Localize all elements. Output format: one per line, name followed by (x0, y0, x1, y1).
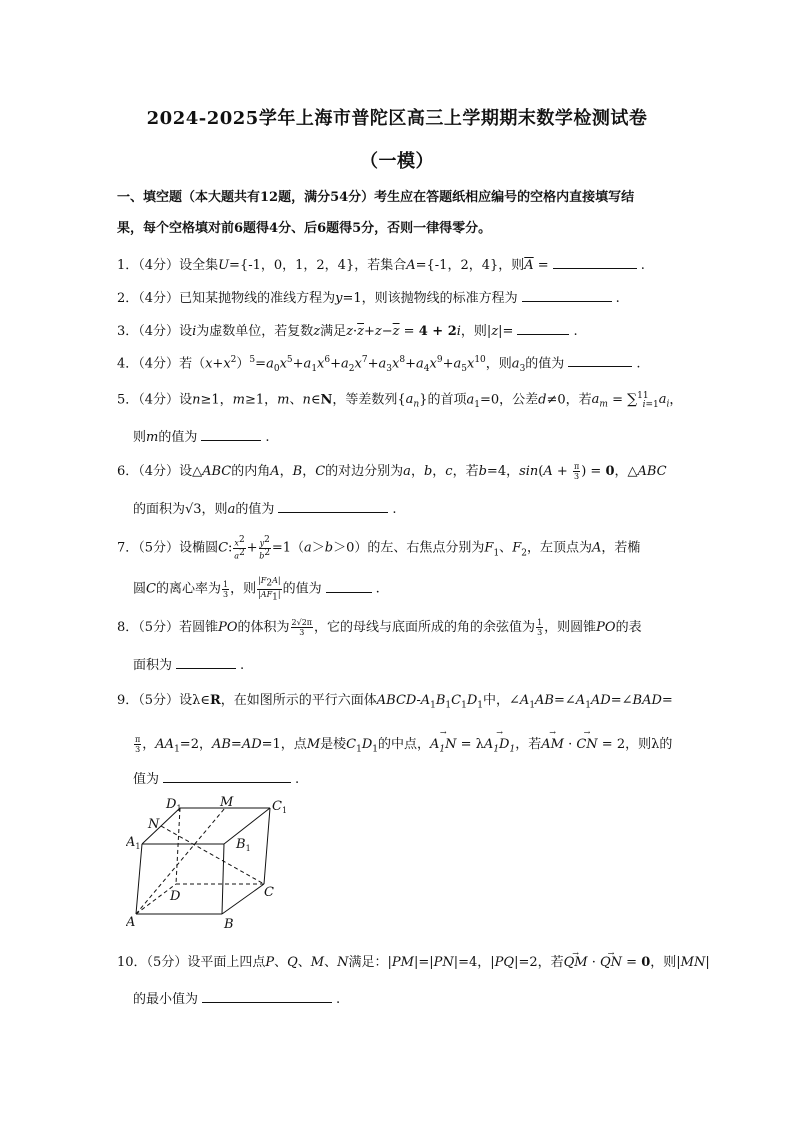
label-c1: $C_1$ (272, 799, 288, 815)
edge-b1-c1 (224, 808, 270, 844)
label-m: M (220, 796, 234, 810)
answer-blank-9[interactable] (163, 770, 291, 783)
label-c: C (264, 885, 274, 900)
section-heading (117, 182, 677, 244)
question-10: 10．（5分）设平面上四点P、Q、M、N满足：|PM|=|PN|=4，|PQ|=2，若→ QM · → QN = 0，则|MN| (117, 954, 682, 971)
question-6: 6．（4分）设△ABC的内角A，B，C的对边分别为a，b，c，若b=4，sin(A + $\frac{\pi}{3}$ ) = 0，△ABC (117, 462, 667, 481)
question-9: 9．（5分）设λ∈R，在如图所示的平行六面体ABCD-$A_1B_1C_1D_1$中，$\angle A_1AB=\angle A_1AD=\angle BAD=$ (117, 693, 673, 711)
question-9-cont: $\frac{\pi}{3}$ ，$AA_1=2$，AB=AD=1，点M是棱$C_1D_1$的中点，→ $A_1N = \lambda\to A_1D_1$，若→ AM · → CN = 2，则λ的 (133, 733, 672, 755)
label-b: B (224, 917, 234, 932)
answer-blank-7[interactable] (326, 580, 372, 593)
answer-blank-3[interactable] (517, 322, 569, 335)
question-3: 3．（4分）设i为虚数单位，若复数z满足$z\cdot\overline{z}+z-\overline{z} = 4 + 2i$，则|z|= . (117, 324, 578, 339)
exam-title: 2024-2025学年上海市普陀区高三上学期期末数学检测试卷 (146, 108, 648, 129)
exam-subtitle: （一模） (360, 151, 434, 172)
answer-blank-2[interactable] (522, 289, 612, 302)
label-b1: $B_1$ (236, 837, 251, 853)
question-9-cont2: 值为 . (133, 772, 300, 787)
segment-nc (161, 826, 264, 884)
edge-b-c (222, 884, 264, 914)
question-8-cont: 面积为 . (133, 658, 245, 673)
edge-c-c1 (264, 808, 270, 884)
label-d: D (170, 889, 181, 904)
question-7: 7．（5分）设椭圆C: $\frac{x^2}{a^2}$ + $\frac{y^2}{b^2}$ =1（a＞b＞0）的左、右焦点分别为$F_1$、$F_2$，左顶点为A，若椭 (117, 535, 641, 561)
question-2: 2．（4分）已知某抛物线的准线方程为y=1，则该抛物线的标准方程为 . (117, 291, 620, 306)
label-d1: $D_1$ (166, 797, 182, 813)
answer-blank-4[interactable] (568, 354, 632, 367)
question-5-cont: 则m的值为 . (133, 430, 270, 445)
parallelepiped-figure (126, 796, 296, 936)
edge-a-a1 (136, 844, 142, 914)
edge-b-b1 (222, 844, 224, 914)
answer-blank-6[interactable] (278, 500, 388, 513)
question-8: 8．（5分）若圆锥PO的体积为 $\frac{2√2\pi}{3}$ ，它的母线与底面所成的角的余弦值为 $\frac{1}{3}$ ，则圆锥PO的表 (117, 618, 642, 637)
question-10-cont: 的最小值为 . (133, 992, 341, 1007)
label-n: N (148, 817, 160, 832)
answer-blank-1[interactable] (553, 256, 637, 269)
answer-blank-10[interactable] (202, 990, 332, 1003)
label-a: A (126, 915, 136, 930)
question-1: 1．（4分）设全集U={-1，0，1，2，4}，若集合A={-1，2，4}，则$\overline{A}$ = . (117, 258, 645, 273)
question-5: 5．（4分）设n≥1，m≥1，m、n∈N，等差数列$\{a_n\}$的首项$a_1=0$，公差d≠0，若$a_m = \sum^{11}_{i=1}a_i$， (117, 391, 683, 410)
section-heading-line2: 果，每个空格填对前6题得4分、后6题得5分，否则一律得零分。 (117, 221, 492, 236)
edge-d-d1 (176, 808, 180, 884)
section-heading-line1: 一、填空题（本大题共有12题，满分54分）考生应在答题纸相应编号的空格内直接填写结 (117, 190, 635, 205)
question-7-cont: 圆C的离心率为 $\frac{1}{3}$ ，则 $\frac{|F_2A|}{|AF_1|}$ 的值为 . (133, 576, 380, 603)
question-6-cont: 的面积为√3，则a的值为 . (133, 502, 397, 517)
question-4: 4．（4分）若$(x+x^2)^5=a_0x^5+a_1x^6+a_2x^7+a_3x^8+a_4x^9+a_5x^{10}$，则$a_3$的值为 . (117, 355, 641, 374)
label-a1: $A_1$ (126, 835, 141, 851)
answer-blank-5[interactable] (201, 428, 261, 441)
answer-blank-8[interactable] (176, 656, 236, 669)
